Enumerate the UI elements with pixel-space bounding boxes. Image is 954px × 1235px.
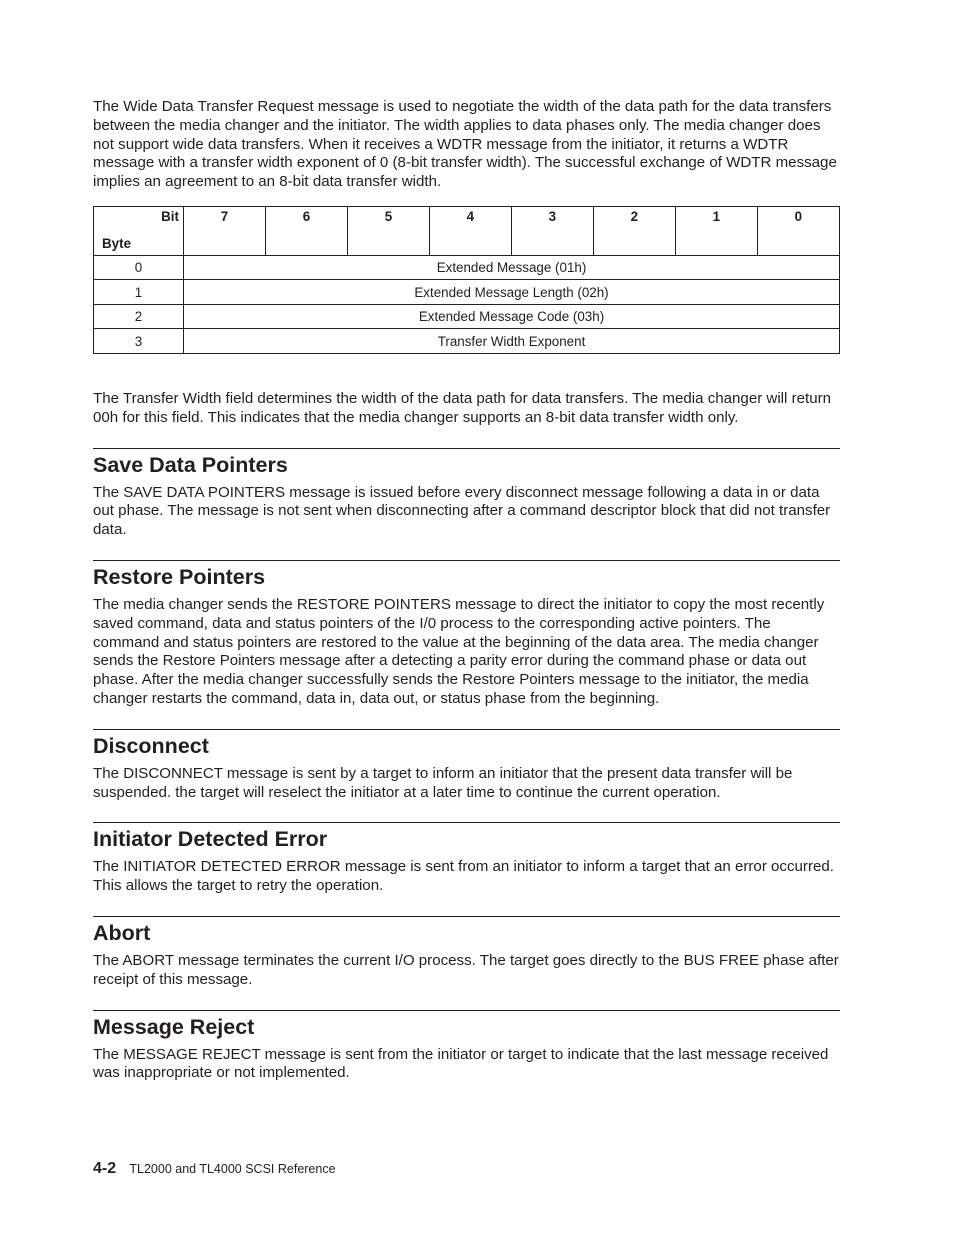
page-content xyxy=(93,98,840,1103)
bit-header: 1 xyxy=(675,206,757,255)
section-body: The ABORT message terminates the current I/O process. The target goes directly to the BUS FREE phase after receipt of this message. xyxy=(93,951,839,988)
page-number: 4-2 xyxy=(93,1160,117,1177)
section-message-reject xyxy=(93,1010,840,1084)
bit-label: Bit xyxy=(161,208,179,224)
table-row xyxy=(94,255,840,280)
byte-number: 1 xyxy=(94,280,184,305)
bit-header: 0 xyxy=(757,206,839,255)
table-row xyxy=(94,304,840,329)
section-save-data-pointers xyxy=(93,448,840,540)
table-row xyxy=(94,329,840,354)
field-name: Extended Message Code (03h) xyxy=(184,304,840,329)
table-row xyxy=(94,280,840,305)
bit-header: 5 xyxy=(347,206,429,255)
field-name: Transfer Width Exponent xyxy=(184,329,840,354)
bit-header: 4 xyxy=(429,206,511,255)
bit-header: 6 xyxy=(265,206,347,255)
bit-header: 3 xyxy=(511,206,593,255)
section-heading: Disconnect xyxy=(93,729,840,759)
byte-number: 3 xyxy=(94,329,184,354)
field-name: Extended Message (01h) xyxy=(184,255,840,280)
wdtr-message-table xyxy=(93,206,840,354)
table-header-row xyxy=(94,206,840,255)
bit-header: 2 xyxy=(593,206,675,255)
section-restore-pointers xyxy=(93,560,840,709)
bit-header: 7 xyxy=(184,206,266,255)
section-initiator-detected-error xyxy=(93,822,840,896)
section-heading: Restore Pointers xyxy=(93,560,840,590)
section-body: The MESSAGE REJECT message is sent from the initiator or target to indicate that the last message received was inappropriate or not implemented. xyxy=(93,1045,829,1082)
section-heading: Message Reject xyxy=(93,1010,840,1040)
section-disconnect xyxy=(93,729,840,803)
field-name: Extended Message Length (02h) xyxy=(184,280,840,305)
transfer-width-paragraph: The Transfer Width field determines the width of the data path for data transfers. The media changer will return 00h for this field. This indicates that the media changer supports an 8-bit data transfer width only. xyxy=(93,389,832,426)
section-heading: Save Data Pointers xyxy=(93,448,840,478)
page-footer xyxy=(93,1160,336,1178)
section-body: The DISCONNECT message is sent by a target to inform an initiator that the present data transfer will be suspended. the target will reselect the initiator at a later time to continue the current operation. xyxy=(93,764,793,801)
section-body: The SAVE DATA POINTERS message is issued before every disconnect message following a data in or data out phase. The message is not sent when disconnecting after a command descriptor block that did not transfer data. xyxy=(93,483,831,539)
section-body: The INITIATOR DETECTED ERROR message is sent from an initiator to inform a target that an error occurred. This allows the target to retry the operation. xyxy=(93,858,834,895)
section-body: The media changer sends the RESTORE POINTERS message to direct the initiator to copy the most recently saved command, data and status pointers of the I/0 process to the corresponding active pointers. The command and status pointers are restored to the value at the beginning of the data area. The media changer sends the Restore Pointers message after a detecting a parity error during the command phase or data out phase. After the media changer successfully sends the Restore Pointers message to the initiator, the media changer restarts the command, data in, data out, or status phase from the beginning. xyxy=(93,595,825,707)
byte-number: 0 xyxy=(94,255,184,280)
document-title: TL2000 and TL4000 SCSI Reference xyxy=(129,1162,336,1176)
section-heading: Abort xyxy=(93,916,840,946)
bit-byte-corner xyxy=(94,206,184,255)
section-abort xyxy=(93,916,840,990)
byte-number: 2 xyxy=(94,304,184,329)
intro-paragraph: The Wide Data Transfer Request message is used to negotiate the width of the data path for the data transfers between the media changer and the initiator. The width applies to data phases only. The media changer does not support wide data transfers. When it receives a WDTR message from the initiator, it returns a WDTR message with a transfer width exponent of 0 (8-bit transfer width). The successful exchange of WDTR message implies an agreement to an 8-bit data transfer width. xyxy=(93,98,837,191)
section-heading: Initiator Detected Error xyxy=(93,822,840,852)
byte-label: Byte xyxy=(102,235,132,251)
